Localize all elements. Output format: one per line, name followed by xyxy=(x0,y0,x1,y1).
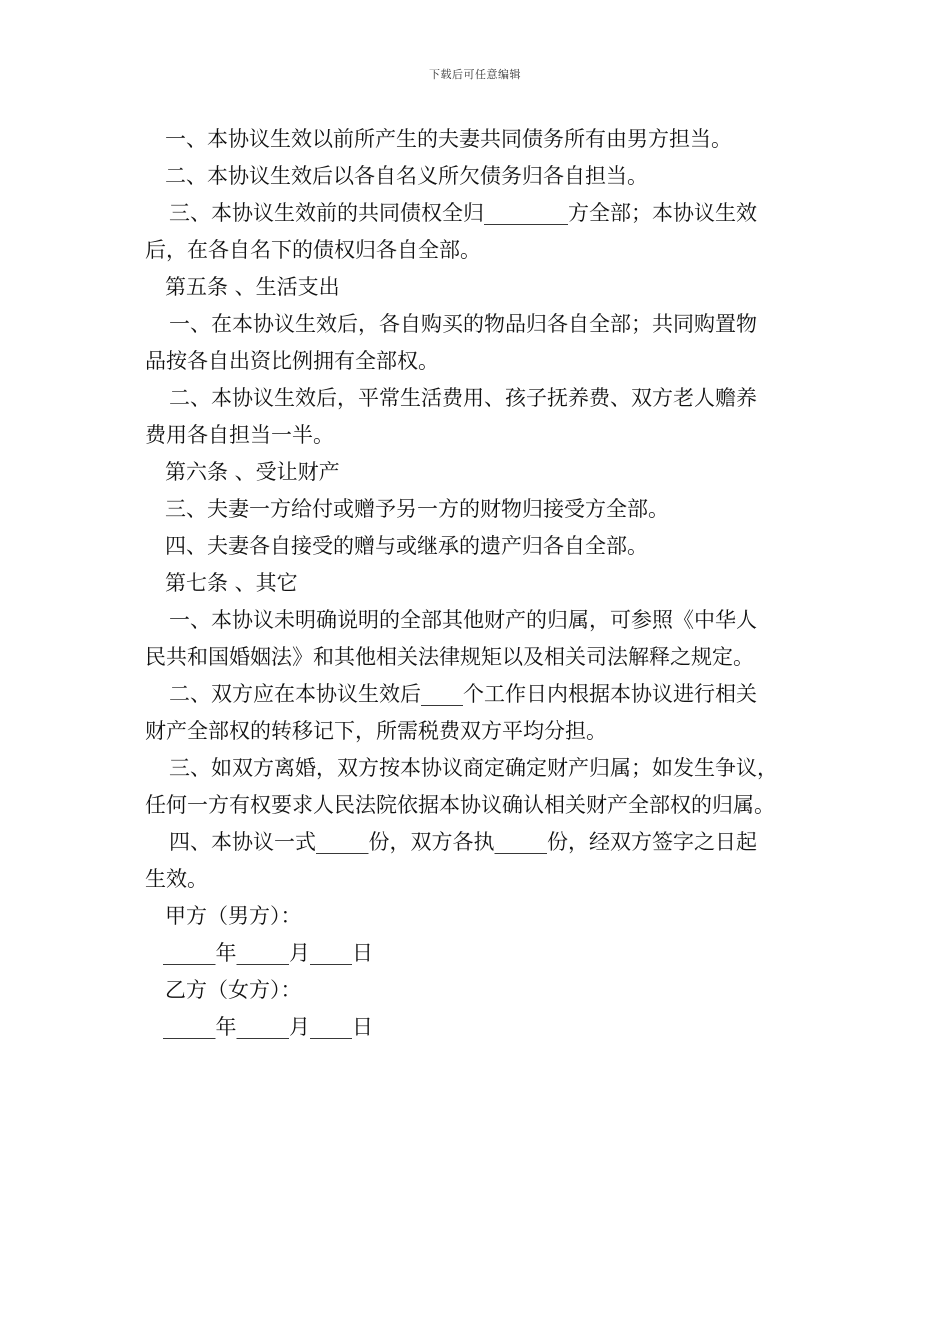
party-b-date: _____年_____月____日 xyxy=(163,1015,373,1039)
paragraph-dispute-line1: 三、如双方离婚，双方按本协议商定确定财产归属；如发生争议， xyxy=(169,756,778,780)
paragraph-transfer-line1: 二、双方应在本协议生效后____个工作日内根据本协议进行相关 xyxy=(169,682,757,706)
paragraph-other-property-line2: 民共和国婚姻法》和其他相关法律规矩以及相关司法解释之规定。 xyxy=(145,645,754,669)
party-b-label: 乙方（女方）： xyxy=(165,978,302,1002)
paragraph-credit-line2: 后，在各自名下的债权归各自全部。 xyxy=(145,238,481,262)
paragraph-copies-line1: 四、本协议一式_____份，双方各执_____份，经双方签字之日起 xyxy=(169,830,757,854)
paragraph-gift: 三、夫妻一方给付或赠予另一方的财物归接受方全部。 xyxy=(165,497,669,521)
page-header: 下载后可任意编辑 xyxy=(429,68,521,81)
paragraph-purchase-line1: 一、在本协议生效后，各自购买的物品归各自全部；共同购置物 xyxy=(169,312,757,336)
party-a-label: 甲方（男方）： xyxy=(165,904,302,928)
paragraph-debt-after: 二、本协议生效后以各自名义所欠债务归各自担当。 xyxy=(165,164,648,188)
paragraph-purchase-line2: 品按各自出资比例拥有全部权。 xyxy=(145,349,439,373)
heading-article-7: 第七条 、其它 xyxy=(165,571,298,595)
document-body xyxy=(145,121,820,1046)
paragraph-dispute-line2: 任何一方有权要求人民法院依据本协议确认相关财产全部权的归属。 xyxy=(145,793,775,817)
party-a-date: _____年_____月____日 xyxy=(163,941,373,965)
paragraph-credit-line1: 三、本协议生效前的共同债权全归________方全部；本协议生效 xyxy=(169,201,757,225)
paragraph-inheritance: 四、夫妻各自接受的赠与或继承的遗产归各自全部。 xyxy=(165,534,648,558)
heading-article-6: 第六条 、受让财产 xyxy=(165,460,340,484)
paragraph-copies-line2: 生效。 xyxy=(145,867,208,891)
paragraph-living-cost-line1: 二、本协议生效后，平常生活费用、孩子抚养费、双方老人赡养 xyxy=(169,386,757,410)
heading-article-5: 第五条 、生活支出 xyxy=(165,275,340,299)
paragraph-other-property-line1: 一、本协议未明确说明的全部其他财产的归属，可参照《中华人 xyxy=(169,608,757,632)
paragraph-living-cost-line2: 费用各自担当一半。 xyxy=(145,423,334,447)
paragraph-transfer-line2: 财产全部权的转移记下，所需税费双方平均分担。 xyxy=(145,719,607,743)
paragraph-debt-before: 一、本协议生效以前所产生的夫妻共同债务所有由男方担当。 xyxy=(165,127,732,151)
